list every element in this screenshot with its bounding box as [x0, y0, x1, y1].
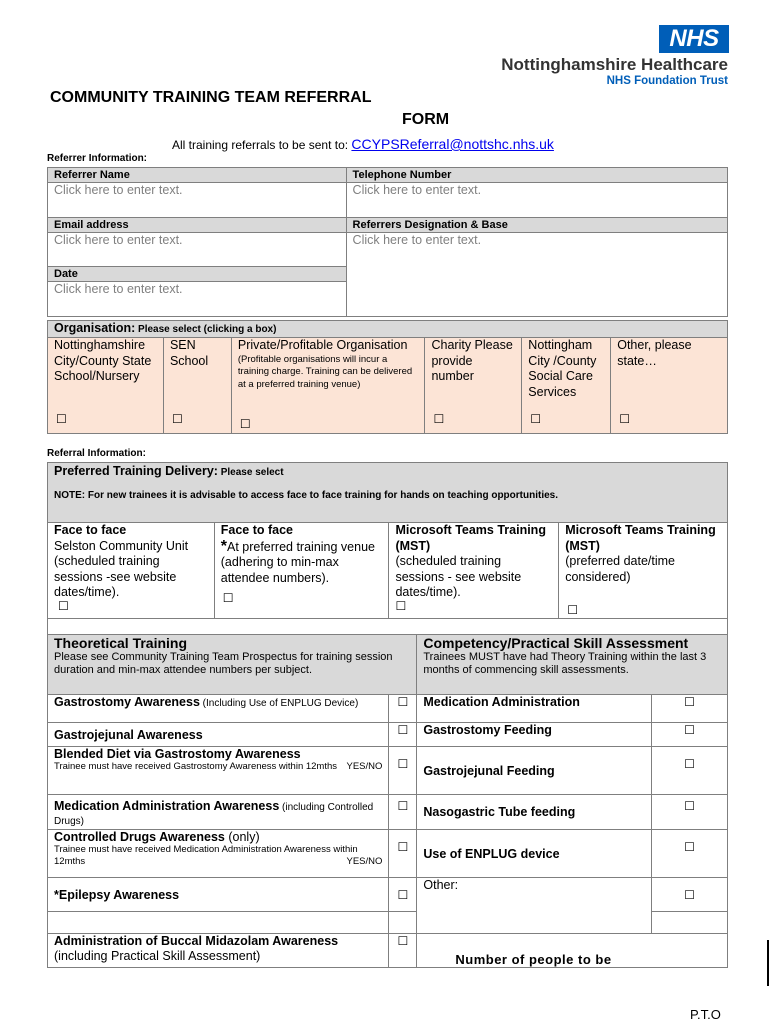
star-marker: * [220, 537, 227, 555]
checkbox[interactable]: ☐ [652, 695, 728, 723]
referrer-table [47, 167, 728, 317]
org-option-sen-school[interactable] [163, 338, 231, 434]
competency-item: Nasogastric Tube feeding [417, 795, 652, 830]
checkbox[interactable]: ☐ [652, 878, 728, 912]
organisation-label: Organisation: [54, 321, 136, 335]
theory-item [48, 795, 389, 830]
delivery-header [48, 463, 728, 523]
theory-item-name: Controlled Drugs Awareness [54, 830, 225, 844]
margin-bar [767, 940, 769, 986]
checkbox[interactable]: ☐ [652, 747, 728, 795]
trust-name: Nottinghamshire Healthcare [501, 55, 728, 74]
email-field[interactable]: Click here to enter text. [48, 233, 347, 267]
competency-other[interactable]: Other: [417, 878, 652, 934]
competency-item: Use of ENPLUG device [417, 830, 652, 878]
nhs-logo: NHS [659, 25, 729, 53]
telephone-field[interactable]: Click here to enter text. [346, 183, 727, 218]
theory-item-name: Blended Diet via Gastrostomy Awareness [54, 747, 301, 761]
checkbox[interactable]: ☐ [389, 795, 417, 830]
theory-item-sub [54, 844, 382, 868]
referrer-section-label: Referrer Information: [47, 153, 148, 164]
delivery-body: At preferred training venue (adhering to min-max attendee numbers). [220, 539, 375, 585]
delivery-title: Face to face [54, 523, 127, 537]
checkbox[interactable]: ☐ [389, 723, 417, 747]
checkbox[interactable]: ☐ [389, 934, 417, 968]
delivery-title: Face to face [220, 523, 294, 537]
org-option-private[interactable] [231, 338, 425, 434]
theory-item-name: Gastrostomy Awareness [54, 695, 200, 709]
competency-title: Competency/Practical Skill Assessment [423, 635, 689, 651]
spacer-cell [652, 912, 728, 934]
competency-header [417, 635, 728, 695]
yes-no-label[interactable]: YES/NO [346, 856, 383, 867]
telephone-label: Telephone Number [346, 168, 727, 183]
form-title-line2: FORM [402, 111, 450, 128]
date-field[interactable]: Click here to enter text. [48, 282, 347, 317]
theory-item-extra: (only) [224, 830, 260, 844]
checkbox[interactable]: ☐ [567, 603, 578, 617]
org-option-other[interactable] [611, 338, 728, 434]
organisation-header [48, 321, 728, 338]
theory-item [48, 747, 389, 795]
checkbox[interactable]: ☐ [395, 599, 407, 613]
theory-header [48, 635, 417, 695]
competency-item: Medication Administration [417, 695, 652, 723]
competency-item: Gastrostomy Feeding [417, 723, 652, 747]
referrer-name-label: Referrer Name [48, 168, 347, 183]
competency-item: Gastrojejunal Feeding [417, 747, 652, 795]
theory-item: *Epilepsy Awareness [48, 878, 389, 912]
checkbox[interactable]: ☐ [530, 411, 542, 426]
designation-field[interactable]: Click here to enter text. [346, 233, 727, 317]
delivery-title: Microsoft Teams Training (MST) [565, 523, 716, 553]
org-option-charity[interactable] [425, 338, 522, 434]
theory-item-sub: (including Practical Skill Assessment) [54, 949, 261, 963]
org-private-note: (Profitable organisations will incur a training charge. Training can be delivered at a preferred training venue) [237, 353, 413, 390]
competency-desc: Trainees MUST have had Theory Training within the last 3 months of commencing skill assessments. [423, 651, 707, 676]
delivery-body: Selston Community Unit (scheduled training sessions -see website dates/time). [54, 538, 189, 599]
form-title-line1: COMMUNITY TRAINING TEAM REFERRAL [50, 89, 372, 106]
send-to-text: All training referrals to be sent to: [172, 138, 352, 152]
org-option-label: Nottinghamshire City/County State School/Nursery [54, 338, 152, 383]
delivery-title: Microsoft Teams Training (MST) [395, 523, 546, 553]
theory-item-sub-text: Trainee must have received Gastrostomy Awareness within 12mths [54, 761, 338, 772]
delivery-option-mst-preferred[interactable] [559, 523, 728, 619]
delivery-body: (preferred date/time considered) [565, 554, 675, 584]
checkbox[interactable]: ☐ [389, 695, 417, 723]
checkbox[interactable]: ☐ [652, 795, 728, 830]
checkbox[interactable]: ☐ [389, 830, 417, 878]
referral-email-link[interactable]: CCYPSReferral@nottshc.nhs.uk [351, 136, 554, 152]
referrer-name-field[interactable]: Click here to enter text. [48, 183, 347, 218]
theory-item-sub [54, 761, 382, 773]
checkbox[interactable]: ☐ [58, 599, 69, 613]
spacer-cell [48, 912, 389, 934]
spacer-row [48, 619, 728, 635]
org-option-label: Other, please state… [617, 338, 692, 368]
theory-item [48, 695, 389, 723]
org-option-state-school[interactable] [48, 338, 164, 434]
checkbox[interactable]: ☐ [389, 878, 417, 912]
date-label: Date [48, 267, 347, 282]
people-count-label: Number of people to be [417, 934, 728, 968]
referral-section-label: Referral Information: [47, 448, 146, 459]
theory-item: Gastrojejunal Awareness [48, 723, 389, 747]
theory-item-extra: (Including Use of ENPLUG Device) [199, 698, 359, 709]
org-option-label: Charity Please provide number [431, 338, 513, 383]
org-option-label: Nottingham City /County Social Care Services [528, 338, 597, 399]
organisation-hint: Please select (clicking a box) [135, 324, 277, 335]
checkbox[interactable]: ☐ [389, 747, 417, 795]
delivery-option-venue[interactable] [214, 523, 389, 619]
trust-subtitle: NHS Foundation Trust [606, 75, 728, 87]
checkbox[interactable]: ☐ [171, 411, 183, 426]
theory-item-name: Medication Administration Awareness [54, 799, 280, 813]
theory-desc: Please see Community Training Team Prospectus for training session duration and min-max attendee numbers per subject. [54, 651, 393, 676]
delivery-hint: Please select [217, 467, 284, 478]
send-to-line [172, 136, 554, 152]
org-option-social-care[interactable] [522, 338, 611, 434]
checkbox[interactable]: ☐ [652, 723, 728, 747]
theory-item-sub-text: Trainee must have received Medication Administration Awareness within 12mths [54, 844, 358, 867]
designation-label: Referrers Designation & Base [346, 218, 727, 233]
theory-item [48, 830, 389, 878]
theory-item-name: Administration of Buccal Midazolam Awareness [54, 934, 339, 948]
checkbox[interactable]: ☐ [56, 411, 67, 426]
yes-no-label[interactable]: YES/NO [346, 761, 383, 772]
org-option-label: Private/Profitable Organisation [237, 338, 408, 352]
organisation-table [47, 320, 728, 434]
checkbox[interactable]: ☐ [619, 411, 630, 426]
email-label: Email address [48, 218, 347, 233]
training-table [47, 634, 728, 968]
delivery-label: Preferred Training Delivery: [54, 464, 218, 478]
theory-item [48, 934, 389, 968]
delivery-note: NOTE: For new trainees it is advisable to access face to face training for hands on teaching opportunities. [54, 490, 558, 501]
checkbox[interactable]: ☐ [652, 830, 728, 878]
delivery-option-selston[interactable] [48, 523, 215, 619]
pto-label: P.T.O [690, 1007, 721, 1022]
delivery-table [47, 462, 728, 635]
checkbox[interactable]: ☐ [222, 591, 234, 605]
theory-title: Theoretical Training [54, 635, 188, 651]
org-option-label: SEN School [169, 338, 209, 368]
delivery-option-mst-scheduled[interactable] [389, 523, 559, 619]
delivery-body: (scheduled training sessions - see website dates/time). [395, 554, 522, 599]
spacer-cell [389, 912, 417, 934]
checkbox[interactable]: ☐ [239, 416, 251, 431]
theory-item-extra: (including Controlled Drugs) [54, 802, 374, 827]
checkbox[interactable]: ☐ [433, 411, 445, 426]
